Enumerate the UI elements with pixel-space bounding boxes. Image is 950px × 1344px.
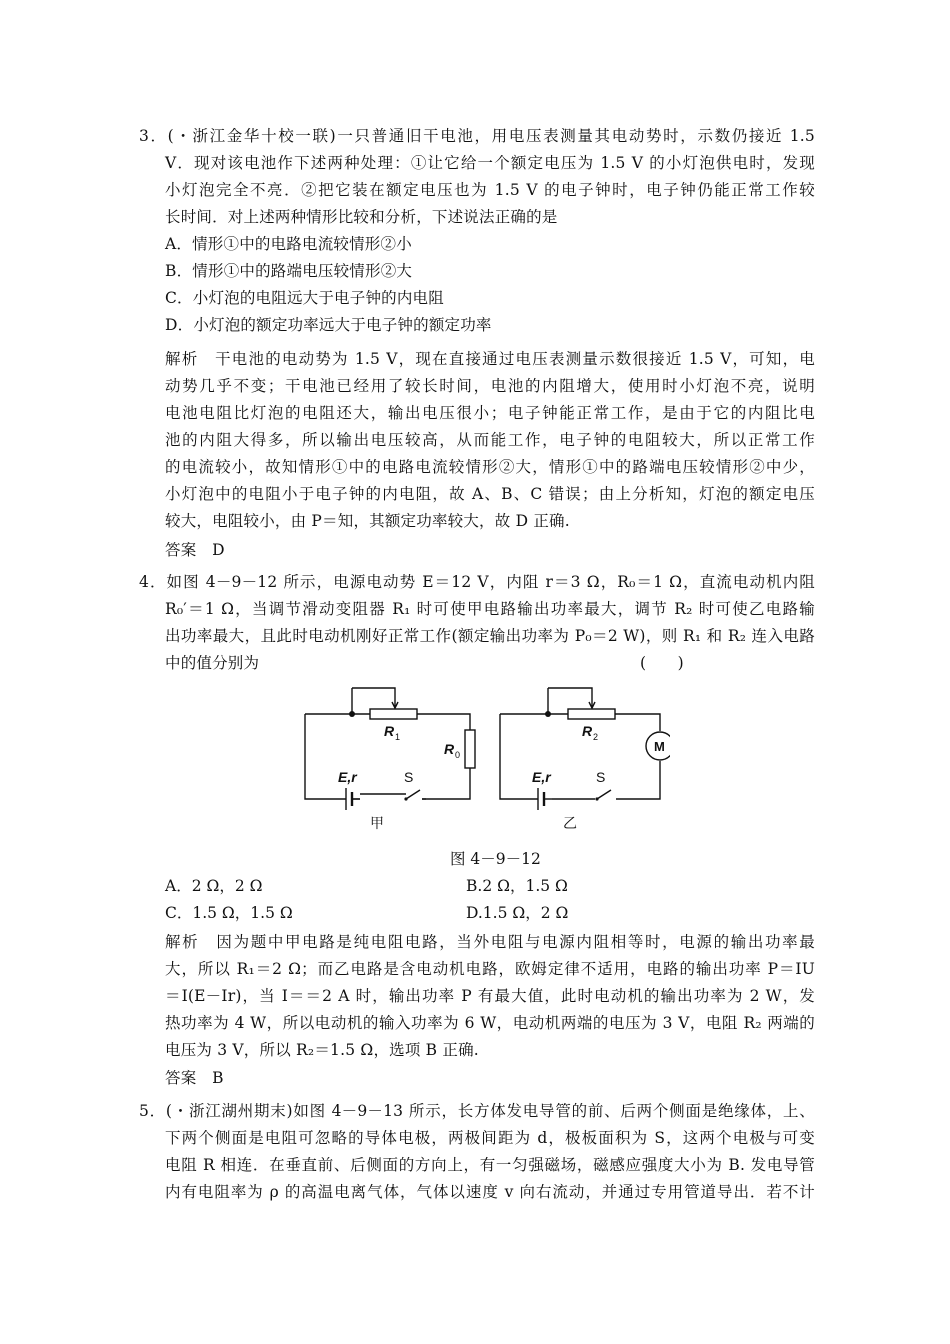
q4-option-a: A．2 Ω，2 Ω <box>165 877 263 895</box>
label-emf-right: E,r <box>532 769 551 785</box>
q4-option-d: D.1.5 Ω，2 Ω <box>466 904 569 922</box>
label-r1-sub: 1 <box>395 732 401 742</box>
q5-stem-line-2: 下两个侧面是电阻可忽略的导体电极，两极间距为 d，极板面积为 S，这两个电极与可变 <box>165 1129 815 1147</box>
circuit-diagram <box>300 682 670 830</box>
label-r0-sub: 0 <box>455 750 461 760</box>
q3-option-c: C．小灯泡的电阻远大于电子钟的内电阻 <box>165 289 444 307</box>
label-motor: M <box>654 739 665 754</box>
q4-stem-line-4: 中的值分别为 <box>165 654 260 672</box>
junction-dot-right <box>545 711 551 717</box>
q5-stem-line-4: 内有电阻率为 ρ 的高温电离气体，气体以速度 v 向右流动，并通过专用管道导出．若不计 <box>165 1183 815 1201</box>
q3-analysis-line-5: 的电流较小，故知情形①中的电路电流较情形②大，情形①中的路端电压较情形②中少， <box>165 458 815 476</box>
label-r2: R <box>582 723 593 739</box>
q3-analysis-line-2: 动势几乎不变；干电池已经用了较长时间，电池的内阻增大，使用时小灯泡不亮，说明 <box>165 377 815 395</box>
q3-stem-line-2: V．现对该电池作下述两种处理：①让它给一个额定电压为 1.5 V 的小灯泡供电时，发现 <box>165 154 815 172</box>
q3-stem-line-3: 小灯泡完全不亮．②把它装在额定电压也为 1.5 V 的电子钟时，电子钟仍能正常工作较 <box>165 181 815 199</box>
label-switch-right: S <box>596 769 606 785</box>
q3-analysis-line-6: 小灯泡中的电阻小于电子钟的内电阻，故 A、B、C 错误；由上分析知，灯泡的额定电压 <box>165 485 815 503</box>
resistor-r0 <box>465 730 475 768</box>
rheostat-r1 <box>370 709 417 719</box>
q3-analysis-line-7: 较大，电阻较小，由 P＝知，其额定功率较大，故 D 正确. <box>165 512 570 530</box>
q3-option-a: A．情形①中的电路电流较情形②小 <box>165 235 412 253</box>
q4-analysis-line-3: ＝I(E－Ir)，当 I＝＝2 A 时，输出功率 P 有最大值，此时电动机的输出功率为 2 W，发 <box>165 987 815 1005</box>
q3-option-d: D．小灯泡的额定功率远大于电子钟的额定功率 <box>165 316 492 334</box>
answer-bracket: ( ) <box>640 654 684 672</box>
label-emf-left: E,r <box>338 769 357 785</box>
q3-option-b: B．情形①中的路端电压较情形②大 <box>165 262 413 280</box>
label-r1: R <box>384 723 395 739</box>
figure-caption: 图 4－9－12 <box>450 850 541 868</box>
junction-dot-left <box>349 711 355 717</box>
q3-analysis-line-4: 池的内阻大得多，所以输出电压较高，从而能工作，电子钟的电阻较大，所以正常工作 <box>165 431 815 449</box>
q4-analysis-line-2: 大，所以 R₁＝2 Ω；而乙电路是含电动机电路，欧姆定律不适用，电路的输出功率 P＝IU <box>165 960 815 978</box>
label-jia: 甲 <box>370 815 384 830</box>
q3-analysis-line-3: 电池电阻比灯泡的电阻还大，输出电压很小；电子钟能正常工作，是由于它的内阻比电 <box>165 404 815 422</box>
q3-analysis-line-1: 解析 干电池的电动势为 1.5 V，现在直接通过电压表测量示数很接近 1.5 V，可知，电 <box>165 350 815 368</box>
q4-option-c: C．1.5 Ω，1.5 Ω <box>165 904 293 922</box>
q5-stem-line-3: 电阻 R 相连．在垂直前、后侧面的方向上，有一匀强磁场，磁感应强度大小为 B. 发电导管 <box>165 1156 815 1174</box>
rheostat-r2 <box>568 709 615 719</box>
label-r0: R <box>444 741 455 757</box>
q4-analysis-line-1: 解析 因为题中甲电路是纯电阻电路，当外电阻与电源内阻相等时，电源的输出功率最 <box>165 933 815 951</box>
q5-stem-line-1: 5．(・浙江湖州期末)如图 4－9－13 所示，长方体发电导管的前、后两个侧面是绝缘体，上、 <box>139 1102 815 1120</box>
q4-analysis-line-5: 电压为 3 V，所以 R₂＝1.5 Ω，选项 B 正确. <box>165 1041 479 1059</box>
q4-stem-line-2: R₀′＝1 Ω，当调节滑动变阻器 R₁ 时可使甲电路输出功率最大，调节 R₂ 时可使乙电路输 <box>165 600 815 618</box>
label-r2-sub: 2 <box>593 732 599 742</box>
q4-answer: 答案 B <box>165 1069 224 1087</box>
q4-stem-line-1: 4．如图 4－9－12 所示，电源电动势 E＝12 V，内阻 r＝3 Ω，R₀＝1 Ω，直流电动机内阻 <box>139 573 815 591</box>
label-yi: 乙 <box>563 815 577 830</box>
q3-stem-line-4: 长时间．对上述两种情形比较和分析，下述说法正确的是 <box>165 208 558 226</box>
q3-answer: 答案 D <box>165 541 225 559</box>
circuit-figure <box>300 682 670 830</box>
q3-stem-line-1: 3．(・浙江金华十校一联)一只普通旧干电池，用电压表测量其电动势时，示数仍接近 1.5 <box>139 127 815 145</box>
q4-stem-line-3: 出功率最大，且此时电动机刚好正常工作(额定输出功率为 P₀＝2 W)，则 R₁ 和 R₂ 连入电路 <box>165 627 815 645</box>
q4-option-b: B.2 Ω，1.5 Ω <box>466 877 568 895</box>
label-switch-left: S <box>404 769 414 785</box>
q4-analysis-line-4: 热功率为 4 W，所以电动机的输入功率为 6 W，电动机两端的电压为 3 V，电阻 R₂ 两端的 <box>165 1014 815 1032</box>
